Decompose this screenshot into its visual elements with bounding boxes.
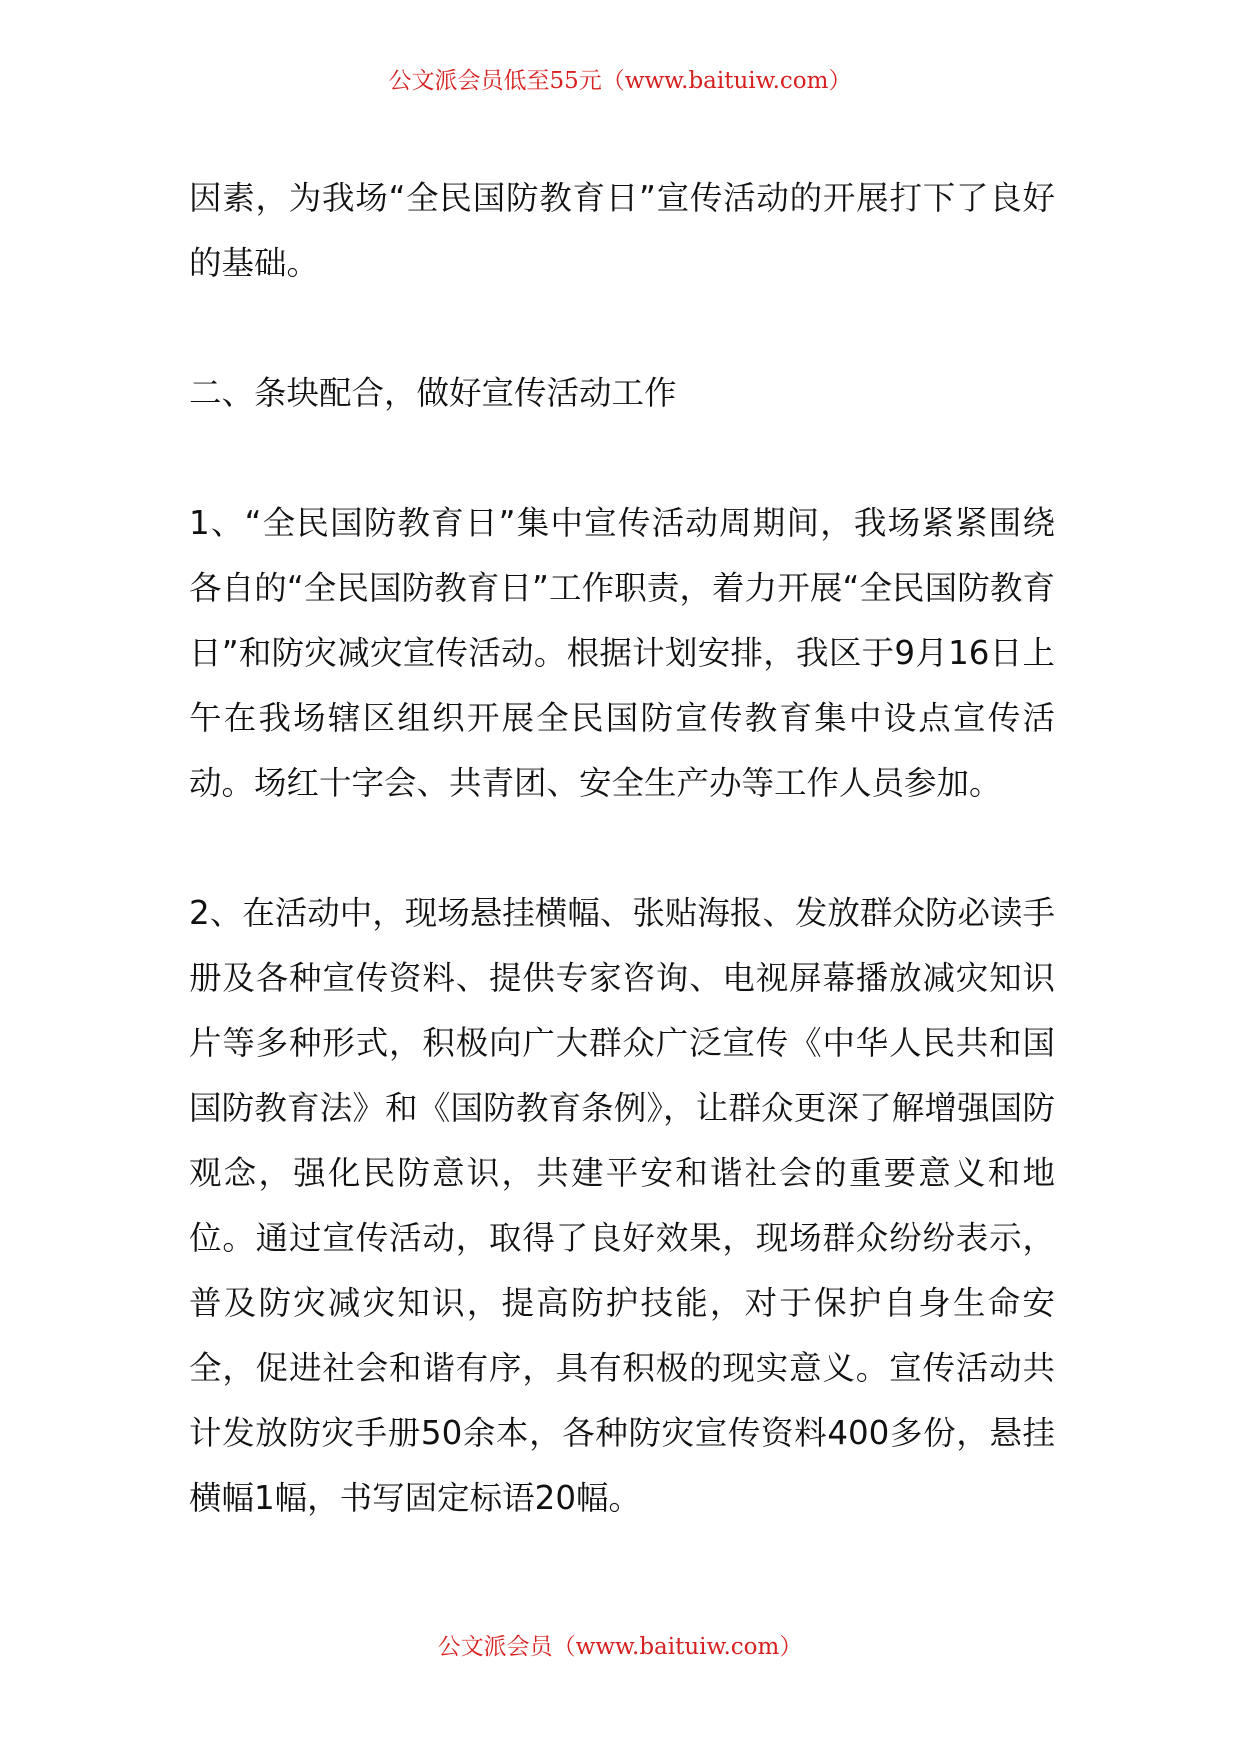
paragraph-item-2: 2、在活动中，现场悬挂横幅、张贴海报、发放群众防必读手册及各种宣传资料、提供专家咨询、电视屏幕播放减灾知识片等多种形式，积极向广大群众广泛宣传《中华人民共和国国防教育法》和《国防教育条例》，让群众更深了解增强国防观念，强化民防意识，共建平安和谐社会的重要意义和地位。通过宣传活动，取得了良好效果，现场群众纷纷表示，普及防灾减灾知识，提高防护技能，对于保护自身生命安全，促进社会和谐有序，具有积极的现实意义。宣传活动共计发放防灾手册50余本，各种防灾宣传资料400多份，悬挂横幅1幅，书写固定标语20幅。 [189,894,1055,1517]
header-promo-text: 公文派会员低至55元（www.baituiw.com） [388,68,852,94]
paragraph-gap [189,816,1055,881]
paragraph-gap [189,426,1055,491]
paragraph-gap [189,296,1055,361]
paragraph-continuation: 因素，为我场“全民国防教育日”宣传活动的开展打下了良好的基础。 [189,179,1055,282]
footer-site-text: 公文派会员（www.baituiw.com） [437,1634,803,1660]
section-heading: 二、条块配合，做好宣传活动工作 [189,374,677,412]
paragraph-item-1: 1、“全民国防教育日”集中宣传活动周期间，我场紧紧围绕各自的“全民国防教育日”工作职责，着力开展“全民国防教育日”和防灾减灾宣传活动。根据计划安排，我区于9月16日上午在我场辖区组织开展全民国防宣传教育集中设点宣传活动。场红十字会、共青团、安全生产办等工作人员参加。 [189,504,1055,802]
document-body [189,166,1055,1531]
